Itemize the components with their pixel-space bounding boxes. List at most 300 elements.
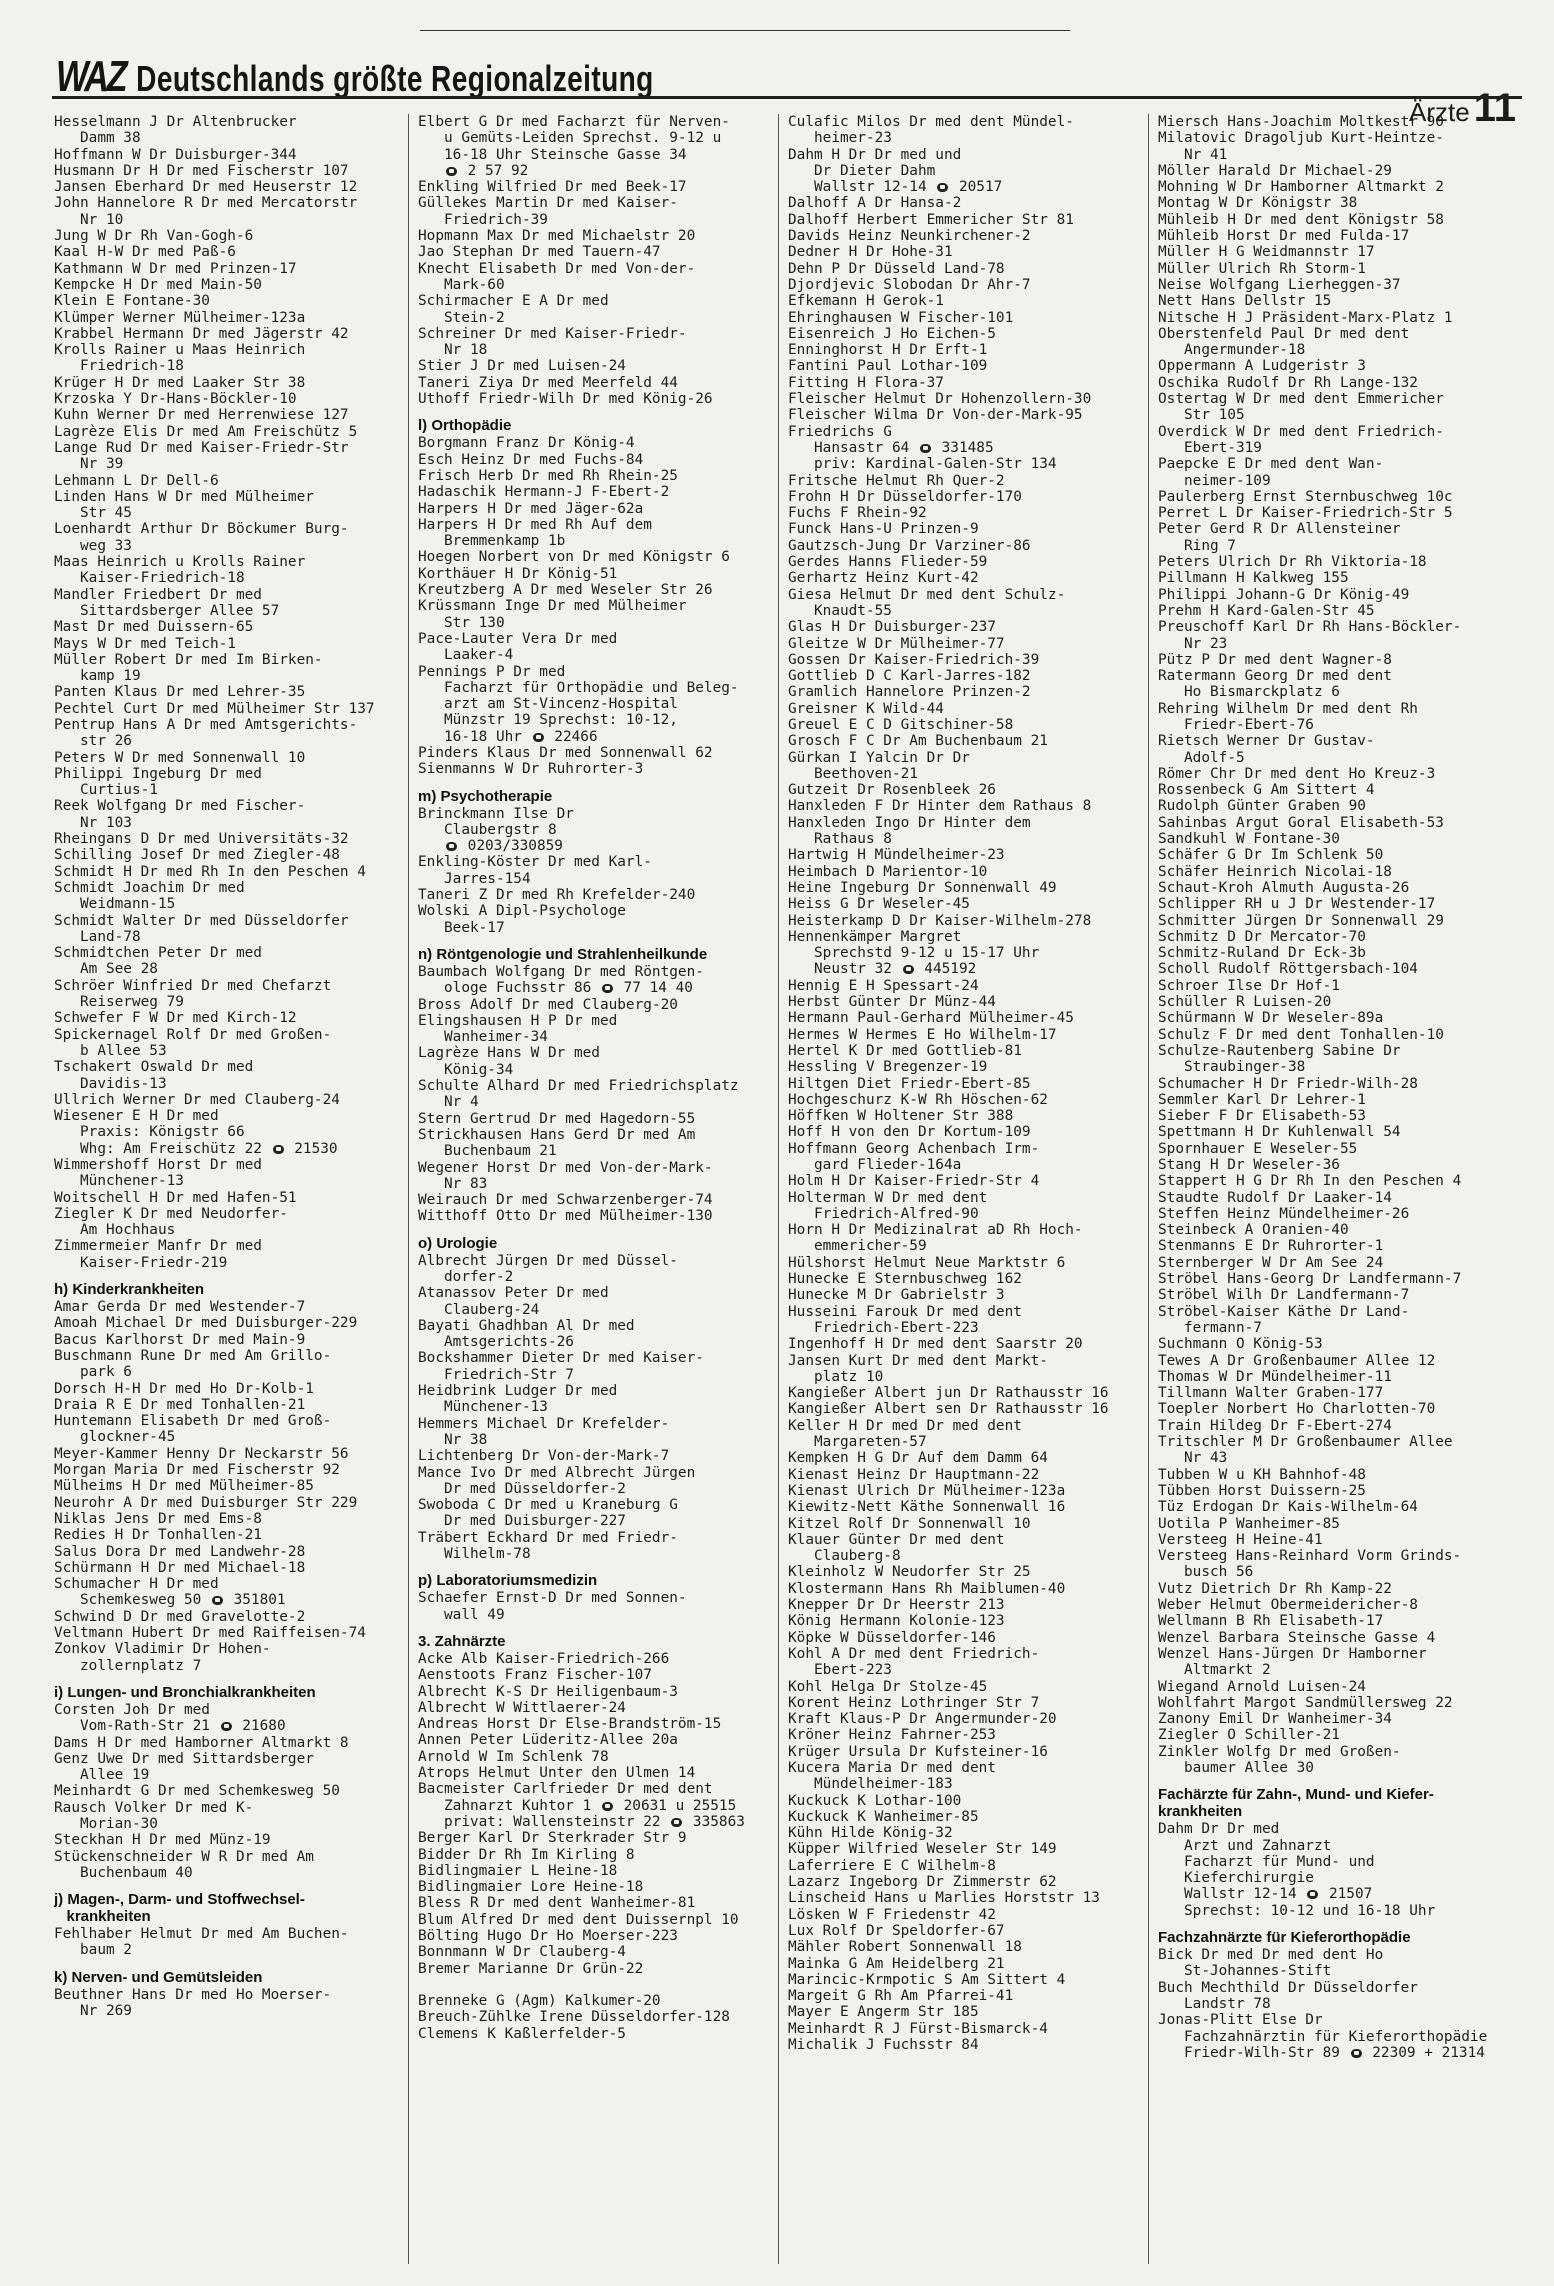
entry-text: St-Johannes-Stift xyxy=(1158,1963,1332,1980)
directory-entry xyxy=(54,147,399,163)
directory-entry xyxy=(1158,1010,1503,1026)
entry-text: 16-18 Uhr Steinsche Gasse 34 xyxy=(418,146,687,163)
entry-text: heimer-23 xyxy=(788,130,892,147)
directory-entry xyxy=(54,310,399,326)
directory-entry xyxy=(418,1814,763,1830)
directory-entry xyxy=(54,636,399,652)
directory-entry xyxy=(54,750,399,766)
entry-text xyxy=(418,838,444,854)
entry-text: ologe Fuchsstr 86 xyxy=(418,980,600,997)
directory-entry xyxy=(418,1879,763,1895)
entry-text: Praxis: Königstr 66 xyxy=(54,1124,245,1141)
entry-text: Grosch F C Dr Am Buchenbaum 21 xyxy=(788,733,1048,750)
directory-entry xyxy=(54,261,399,277)
directory-entry xyxy=(788,1956,1133,1972)
directory-entry xyxy=(1158,1744,1503,1760)
directory-entry xyxy=(54,2003,399,2019)
entry-text: Spettmann H Dr Kuhlenwall 54 xyxy=(1158,1124,1401,1141)
telephone-icon xyxy=(446,167,457,176)
section-heading: i) Lungen- und Bronchialkrankheiten xyxy=(54,1683,316,1701)
directory-entry xyxy=(1158,1597,1503,1613)
directory-entry xyxy=(418,1993,763,2009)
entry-text: Kathmann W Dr med Prinzen-17 xyxy=(54,260,297,277)
directory-entry xyxy=(418,1160,763,1176)
entry-text: Oppermann A Ludgeristr 3 xyxy=(1158,358,1366,375)
directory-entry xyxy=(418,1350,763,1366)
entry-text: Schulte Alhard Dr med Friedrichsplatz xyxy=(418,1078,739,1095)
directory-entry xyxy=(1158,1434,1503,1450)
directory-entry xyxy=(418,1497,763,1513)
directory-entry xyxy=(54,1348,399,1364)
entry-text: weg 33 xyxy=(54,537,132,554)
directory-entry xyxy=(54,538,399,554)
entry-text: Wimmershoff Horst Dr med xyxy=(54,1157,262,1173)
directory-entry xyxy=(418,582,763,598)
entry-text: Dalhoff A Dr Hansa-2 xyxy=(788,195,962,212)
directory-entry xyxy=(788,1613,1133,1629)
directory-entry xyxy=(1158,521,1503,537)
entry-text: Möller Harald Dr Michael-29 xyxy=(1158,162,1392,179)
directory-entry xyxy=(54,1108,399,1124)
entry-text: Holterman W Dr med dent xyxy=(788,1189,988,1206)
directory-entry xyxy=(418,452,763,468)
telephone-icon xyxy=(212,1596,223,1605)
directory-entry xyxy=(54,1625,399,1641)
entry-text: b Allee 53 xyxy=(54,1042,167,1059)
directory-entry xyxy=(54,228,399,244)
entry-text: Bross Adolf Dr med Clauberg-20 xyxy=(418,996,678,1013)
directory-entry xyxy=(788,1564,1133,1580)
entry-text: Fitting H Flora-37 xyxy=(788,374,944,391)
entry-text: Wenzel Hans-Jürgen Dr Hamborner xyxy=(1158,1645,1427,1662)
directory-entry xyxy=(1158,994,1503,1010)
directory-entry xyxy=(788,1385,1133,1401)
directory-entry xyxy=(788,1483,1133,1499)
entry-text: Hunecke E Sternbuschweg 162 xyxy=(788,1271,1022,1288)
directory-entry xyxy=(1158,1271,1503,1287)
directory-entry xyxy=(788,1809,1133,1825)
directory-entry xyxy=(418,1416,763,1432)
entry-text: neimer-109 xyxy=(1158,472,1271,489)
entry-text: Steckhan H Dr med Münz-19 xyxy=(54,1832,271,1849)
directory-entry xyxy=(54,1413,399,1429)
entry-text: Elingshausen H P Dr med xyxy=(418,1012,618,1029)
entry-text: Klümper Werner Mülheimer-123a xyxy=(54,309,306,326)
entry-text: Wanheimer-34 xyxy=(418,1029,548,1046)
directory-entry xyxy=(788,1499,1133,1515)
directory-entry xyxy=(1158,440,1503,456)
directory-entry xyxy=(418,1781,763,1797)
directory-entry xyxy=(1158,130,1503,146)
directory-entry xyxy=(788,619,1133,635)
entry-text: Albrecht W Wittlaerer-24 xyxy=(418,1699,626,1716)
directory-entry xyxy=(1158,179,1503,195)
entry-text: kamp 19 xyxy=(54,668,141,685)
telephone-icon xyxy=(602,1802,613,1811)
directory-entry xyxy=(1158,1662,1503,1678)
entry-text: Sienmanns W Dr Ruhrorter-3 xyxy=(418,761,644,778)
directory-entry xyxy=(788,896,1133,912)
directory-entry xyxy=(788,1059,1133,1075)
entry-text: Hermes W Hermes E Ho Wilhelm-17 xyxy=(788,1026,1057,1043)
directory-entry xyxy=(1158,1287,1503,1303)
entry-text: Rheingans D Dr med Universitäts-32 xyxy=(54,831,349,848)
entry-text: Hopmann Max Dr med Michaelstr 20 xyxy=(418,228,696,245)
directory-entry xyxy=(788,293,1133,309)
entry-text: Mühleib H Dr med dent Königstr 58 xyxy=(1158,211,1444,228)
directory-entry xyxy=(788,440,1133,456)
section-heading: Fachärzte für Zahn-, Mund- und Kiefer- krankheiten xyxy=(1158,1786,1434,1821)
section-heading: h) Kinderkrankheiten xyxy=(54,1281,205,1299)
entry-text: Sternberger W Dr Am See 24 xyxy=(1158,1254,1384,1271)
directory-entry xyxy=(788,521,1133,537)
entry-text: Allee 19 xyxy=(54,1767,150,1784)
directory-entry xyxy=(1158,358,1503,374)
directory-entry xyxy=(418,1977,763,1993)
directory-entry xyxy=(54,1832,399,1848)
directory-entry xyxy=(54,1173,399,1189)
directory-entry xyxy=(1158,1401,1503,1417)
directory-entry xyxy=(418,1269,763,1285)
directory-entry xyxy=(1158,798,1503,814)
directory-entry xyxy=(418,1029,763,1045)
directory-entry xyxy=(788,1271,1133,1287)
directory-entry xyxy=(1158,570,1503,586)
header-rule xyxy=(52,96,1522,99)
directory-entry xyxy=(788,1467,1133,1483)
entry-text: Ratermann Georg Dr med dent xyxy=(1158,668,1392,685)
directory-entry xyxy=(788,1320,1133,1336)
entry-text: Güllekes Martin Dr med Kaiser- xyxy=(418,195,678,212)
directory-entry xyxy=(788,945,1133,961)
directory-entry xyxy=(788,2021,1133,2037)
directory-entry xyxy=(788,684,1133,700)
directory-entry xyxy=(418,1432,763,1448)
directory-entry xyxy=(1158,1222,1503,1238)
entry-text: Clauberg-24 xyxy=(418,1301,540,1318)
entry-text: Schirmacher E A Dr med xyxy=(418,293,609,310)
entry-text: Tschakert Oswald Dr med xyxy=(54,1059,254,1076)
section-title: Ärzte xyxy=(1409,97,1470,127)
entry-text: Linden Hans W Dr med Mülheimer xyxy=(54,488,314,505)
directory-entry xyxy=(1158,652,1503,668)
entry-text: Fleischer Wilma Dr Von-der-Mark-95 xyxy=(788,407,1083,424)
entry-text: Harpers H Dr med Rh Auf dem xyxy=(418,516,652,533)
entry-text: Margeit G Rh Am Pfarrei-41 xyxy=(788,1988,1014,2005)
phone-number: 20517 xyxy=(950,179,1003,196)
entry-text: Rietsch Werner Dr Gustav- xyxy=(1158,733,1375,750)
entry-text: Schmitter Jürgen Dr Sonnenwall 29 xyxy=(1158,912,1444,929)
directory-entry xyxy=(1158,782,1503,798)
entry-text: glockner-45 xyxy=(54,1429,176,1446)
entry-text: Tewes A Dr Großenbaumer Allee 12 xyxy=(1158,1352,1436,1369)
entry-text: Mayer E Angerm Str 185 xyxy=(788,2004,979,2021)
entry-text: Knepper Dr Dr Heerstr 213 xyxy=(788,1597,1005,1614)
directory-entry xyxy=(788,163,1133,179)
entry-text: Dahm H Dr Dr med und xyxy=(788,146,962,163)
entry-text: Clemens K Kaßlerfelder-5 xyxy=(418,2025,626,2042)
entry-text: Heisterkamp D Dr Kaiser-Wilhelm-278 xyxy=(788,912,1092,929)
directory-entry xyxy=(54,1783,399,1799)
entry-text: Lagrèze Hans W Dr med xyxy=(418,1045,600,1062)
entry-text xyxy=(418,1977,427,1993)
entry-text: Schwind D Dr med Gravelotte-2 xyxy=(54,1608,306,1625)
masthead-tagline: Deutschlands größte Regionalzeitung xyxy=(136,58,654,99)
entry-text: Peters Ulrich Dr Rh Viktoria-18 xyxy=(1158,554,1427,571)
directory-entry xyxy=(54,847,399,863)
directory-entry xyxy=(418,1481,763,1497)
entry-text: Maas Heinrich u Krolls Rainer xyxy=(54,554,306,571)
entry-text: Wiegand Arnold Luisen-24 xyxy=(1158,1678,1366,1695)
directory-entry xyxy=(54,1609,399,1625)
entry-text: Kaiser-Friedr-219 xyxy=(54,1254,228,1271)
directory-entry xyxy=(1158,1190,1503,1206)
directory-entry xyxy=(788,1076,1133,1092)
entry-text: Scholl Rudolf Röttgersbach-104 xyxy=(1158,961,1418,978)
entry-text: Arnold W Im Schlenk 78 xyxy=(418,1748,609,1765)
directory-entry xyxy=(418,1094,763,1110)
entry-text: Hiltgen Diet Friedr-Ebert-85 xyxy=(788,1075,1031,1092)
entry-text: busch 56 xyxy=(1158,1564,1254,1581)
directory-entry xyxy=(788,310,1133,326)
entry-text: Spickernagel Rolf Dr med Großen- xyxy=(54,1026,332,1043)
directory-entry xyxy=(1158,244,1503,260)
entry-text: Mainka G Am Heidelberg 21 xyxy=(788,1955,1005,1972)
entry-text: Hanxleden F Dr Hinter dem Rathaus 8 xyxy=(788,798,1092,815)
entry-text: Greuel E C D Gitschiner-58 xyxy=(788,716,1014,733)
entry-text: Wallstr 12-14 xyxy=(1158,1886,1306,1903)
entry-text: Bremmenkamp 1b xyxy=(418,533,566,550)
directory-entry xyxy=(788,1890,1133,1906)
entry-text: Stang H Dr Weseler-36 xyxy=(1158,1157,1340,1173)
directory-entry xyxy=(788,1760,1133,1776)
entry-text: Str 105 xyxy=(1158,407,1245,424)
entry-text: Lux Rolf Dr Speldorfer-67 xyxy=(788,1922,1005,1939)
directory-entry xyxy=(788,570,1133,586)
directory-entry xyxy=(418,1465,763,1481)
entry-text: Sittardsberger Allee 57 xyxy=(54,602,280,619)
directory-entry xyxy=(418,1732,763,1748)
entry-text: Ehringhausen W Fischer-101 xyxy=(788,309,1014,326)
entry-text: Wegener Horst Dr med Von-der-Mark- xyxy=(418,1159,713,1176)
entry-text: Tritschler M Dr Großenbaumer Allee xyxy=(1158,1434,1453,1451)
entry-text: Hoffmann Georg Achenbach Irm- xyxy=(788,1140,1040,1157)
entry-text: Efkemann H Gerok-1 xyxy=(788,293,944,310)
directory-entry xyxy=(788,1630,1133,1646)
entry-text: Ströbel Hans-Georg Dr Landfermann-7 xyxy=(1158,1271,1462,1288)
entry-text: Lichtenberg Dr Von-der-Mark-7 xyxy=(418,1448,670,1465)
column-1 xyxy=(54,114,399,2019)
directory-entry xyxy=(788,978,1133,994)
directory-entry xyxy=(788,1157,1133,1173)
directory-entry xyxy=(1158,277,1503,293)
entry-text: Bockshammer Dieter Dr med Kaiser- xyxy=(418,1350,704,1367)
directory-entry xyxy=(54,1767,399,1783)
directory-entry xyxy=(1158,1581,1503,1597)
entry-text: Hadaschik Hermann-J F-Ebert-2 xyxy=(418,484,670,501)
entry-text: Müller Ulrich Rh Storm-1 xyxy=(1158,260,1366,277)
directory-entry xyxy=(1158,831,1503,847)
directory-entry xyxy=(418,1546,763,1562)
directory-entry xyxy=(418,1045,763,1061)
entry-text: Dr med Düsseldorfer-2 xyxy=(418,1480,626,1497)
directory-entry xyxy=(54,1800,399,1816)
entry-text: Schäfer G Dr Im Schlenk 50 xyxy=(1158,847,1384,864)
entry-text: Kohl Helga Dr Stolze-45 xyxy=(788,1678,988,1695)
directory-entry xyxy=(788,701,1133,717)
directory-entry xyxy=(418,1590,763,1606)
entry-text: Witthoff Otto Dr med Mülheimer-130 xyxy=(418,1208,713,1225)
entry-text: Zanony Emil Dr Wanheimer-34 xyxy=(1158,1711,1392,1728)
directory-entry xyxy=(788,1336,1133,1352)
entry-text: Stenmanns E Dr Ruhrorter-1 xyxy=(1158,1238,1384,1255)
entry-text: Versteeg Hans-Reinhard Vorm Grinds- xyxy=(1158,1548,1462,1565)
entry-text: Bayati Ghadhban Al Dr med xyxy=(418,1317,635,1334)
directory-entry xyxy=(788,831,1133,847)
directory-entry xyxy=(1158,2029,1503,2045)
directory-entry xyxy=(418,195,763,211)
entry-text: Perret L Dr Kaiser-Friedrich-Str 5 xyxy=(1158,505,1453,522)
directory-entry xyxy=(1158,864,1503,880)
directory-entry xyxy=(54,1865,399,1881)
entry-text: Prehm H Kard-Galen-Str 45 xyxy=(1158,602,1375,619)
entry-text: gard Flieder-164a xyxy=(788,1157,962,1173)
directory-entry xyxy=(54,961,399,977)
directory-entry xyxy=(418,277,763,293)
entry-text: Schröer Winfried Dr med Chefarzt xyxy=(54,977,332,994)
entry-text: Nr 83 xyxy=(418,1175,488,1192)
directory-entry xyxy=(788,1418,1133,1434)
entry-text: Schmidt Joachim Dr med xyxy=(54,879,245,896)
directory-entry xyxy=(1158,815,1503,831)
directory-entry xyxy=(788,2037,1133,2053)
directory-entry xyxy=(54,1511,399,1527)
entry-text: privat: Wallensteinstr 22 xyxy=(418,1813,670,1830)
directory-entry xyxy=(1158,1206,1503,1222)
entry-text: Buchenbaum 40 xyxy=(54,1864,193,1881)
entry-text: Nett Hans Dellstr 15 xyxy=(1158,293,1332,310)
entry-text: Breuch-Zühlke Irene Düsseldorfer-128 xyxy=(418,2009,730,2026)
phone-number: 0203/330859 xyxy=(459,838,563,855)
directory-entry xyxy=(418,806,763,822)
directory-entry xyxy=(54,1429,399,1445)
directory-entry xyxy=(1158,2045,1503,2061)
directory-entry xyxy=(1158,261,1503,277)
directory-entry xyxy=(1158,1173,1503,1189)
entry-text: Amar Gerda Dr med Westender-7 xyxy=(54,1299,306,1316)
directory-entry xyxy=(788,1988,1133,2004)
directory-entry xyxy=(54,1527,399,1543)
directory-entry xyxy=(54,424,399,440)
entry-text: Weber Helmut Obermeidericher-8 xyxy=(1158,1597,1418,1614)
entry-text: Morgan Maria Dr med Fischerstr 92 xyxy=(54,1462,340,1479)
directory-entry xyxy=(788,587,1133,603)
directory-entry xyxy=(1158,554,1503,570)
entry-text: Schmidtchen Peter Dr med xyxy=(54,945,262,962)
entry-text: Dr Dieter Dahm xyxy=(788,162,936,179)
entry-text: 16-18 Uhr xyxy=(418,728,531,745)
entry-text: Hennenkämper Margret xyxy=(788,928,962,945)
directory-entry xyxy=(418,980,763,996)
directory-entry xyxy=(788,1238,1133,1254)
entry-text: Schreiner Dr med Kaiser-Friedr- xyxy=(418,325,687,342)
directory-entry xyxy=(788,195,1133,211)
directory-entry xyxy=(1158,766,1503,782)
directory-entry xyxy=(54,1735,399,1751)
entry-text: Veltmann Hubert Dr med Raiffeisen-74 xyxy=(54,1625,366,1642)
directory-entry xyxy=(54,1255,399,1271)
directory-entry xyxy=(418,1285,763,1301)
entry-text: Hennig E H Spessart-24 xyxy=(788,977,979,994)
entry-text: Swoboda C Dr med u Kraneburg G xyxy=(418,1497,678,1514)
entry-text: Fleischer Helmut Dr Hohenzollern-30 xyxy=(788,391,1092,408)
directory-entry xyxy=(1158,114,1503,130)
directory-entry xyxy=(54,652,399,668)
entry-text: Heidbrink Ludger Dr med xyxy=(418,1383,618,1400)
entry-text: Friedrichs G xyxy=(788,423,892,440)
directory-entry xyxy=(54,1206,399,1222)
entry-text: König-34 xyxy=(418,1061,514,1078)
entry-text: Dr med Duisburger-227 xyxy=(418,1513,626,1530)
entry-text: Elbert G Dr med Facharzt für Nerven- xyxy=(418,114,730,130)
section-heading: m) Psychotherapie xyxy=(418,787,553,805)
directory-entry xyxy=(54,1641,399,1657)
entry-text: Loenhardt Arthur Dr Böckumer Burg- xyxy=(54,521,349,538)
directory-entry xyxy=(1158,1727,1503,1743)
phone-number: 21680 xyxy=(233,1718,286,1735)
entry-text: Gutzeit Dr Rosenbleek 26 xyxy=(788,782,996,799)
directory-entry xyxy=(54,1942,399,1958)
entry-text: Neustr 32 xyxy=(788,961,901,978)
entry-text: Taneri Ziya Dr med Meerfeld 44 xyxy=(418,374,678,391)
entry-text: Thomas W Dr Mündelheimer-11 xyxy=(1158,1368,1392,1385)
entry-text: Miersch Hans-Joachim Moltkestr 90 xyxy=(1158,114,1444,130)
entry-text: Ströbel Wilh Dr Landfermann-7 xyxy=(1158,1287,1410,1304)
entry-text: Knaudt-55 xyxy=(788,602,892,619)
directory-entry xyxy=(54,1751,399,1767)
entry-text: Nr 23 xyxy=(1158,635,1228,652)
directory-entry xyxy=(418,212,763,228)
entry-text: Herbst Günter Dr Münz-44 xyxy=(788,994,996,1011)
directory-entry xyxy=(1158,1304,1503,1320)
directory-entry xyxy=(54,391,399,407)
directory-entry xyxy=(1158,1320,1503,1336)
telephone-icon xyxy=(602,984,613,993)
entry-text: Ströbel-Kaiser Käthe Dr Land- xyxy=(1158,1303,1410,1320)
directory-entry xyxy=(418,1448,763,1464)
directory-entry xyxy=(54,440,399,456)
directory-entry xyxy=(54,880,399,896)
entry-text: Steffen Heinz Mündelheimer-26 xyxy=(1158,1205,1410,1222)
directory-entry xyxy=(1158,684,1503,700)
entry-text: baumer Allee 30 xyxy=(1158,1759,1314,1776)
directory-entry xyxy=(418,1111,763,1127)
directory-entry xyxy=(1158,1336,1503,1352)
directory-entry xyxy=(54,684,399,700)
directory-entry xyxy=(54,277,399,293)
directory-entry xyxy=(788,636,1133,652)
entry-text: Pütz P Dr med dent Wagner-8 xyxy=(1158,651,1392,668)
directory-entry xyxy=(418,680,763,696)
entry-text: Husseini Farouk Dr med dent xyxy=(788,1303,1022,1320)
entry-text: Rehring Wilhelm Dr med dent Rh xyxy=(1158,700,1418,717)
directory-entry xyxy=(1158,1124,1503,1140)
entry-text: Beuthner Hans Dr med Ho Moerser- xyxy=(54,1986,332,2003)
directory-entry xyxy=(418,745,763,761)
entry-text: Corsten Joh Dr med xyxy=(54,1701,210,1718)
directory-entry xyxy=(1158,1369,1503,1385)
entry-text: Kaiser-Friedrich-18 xyxy=(54,570,245,587)
